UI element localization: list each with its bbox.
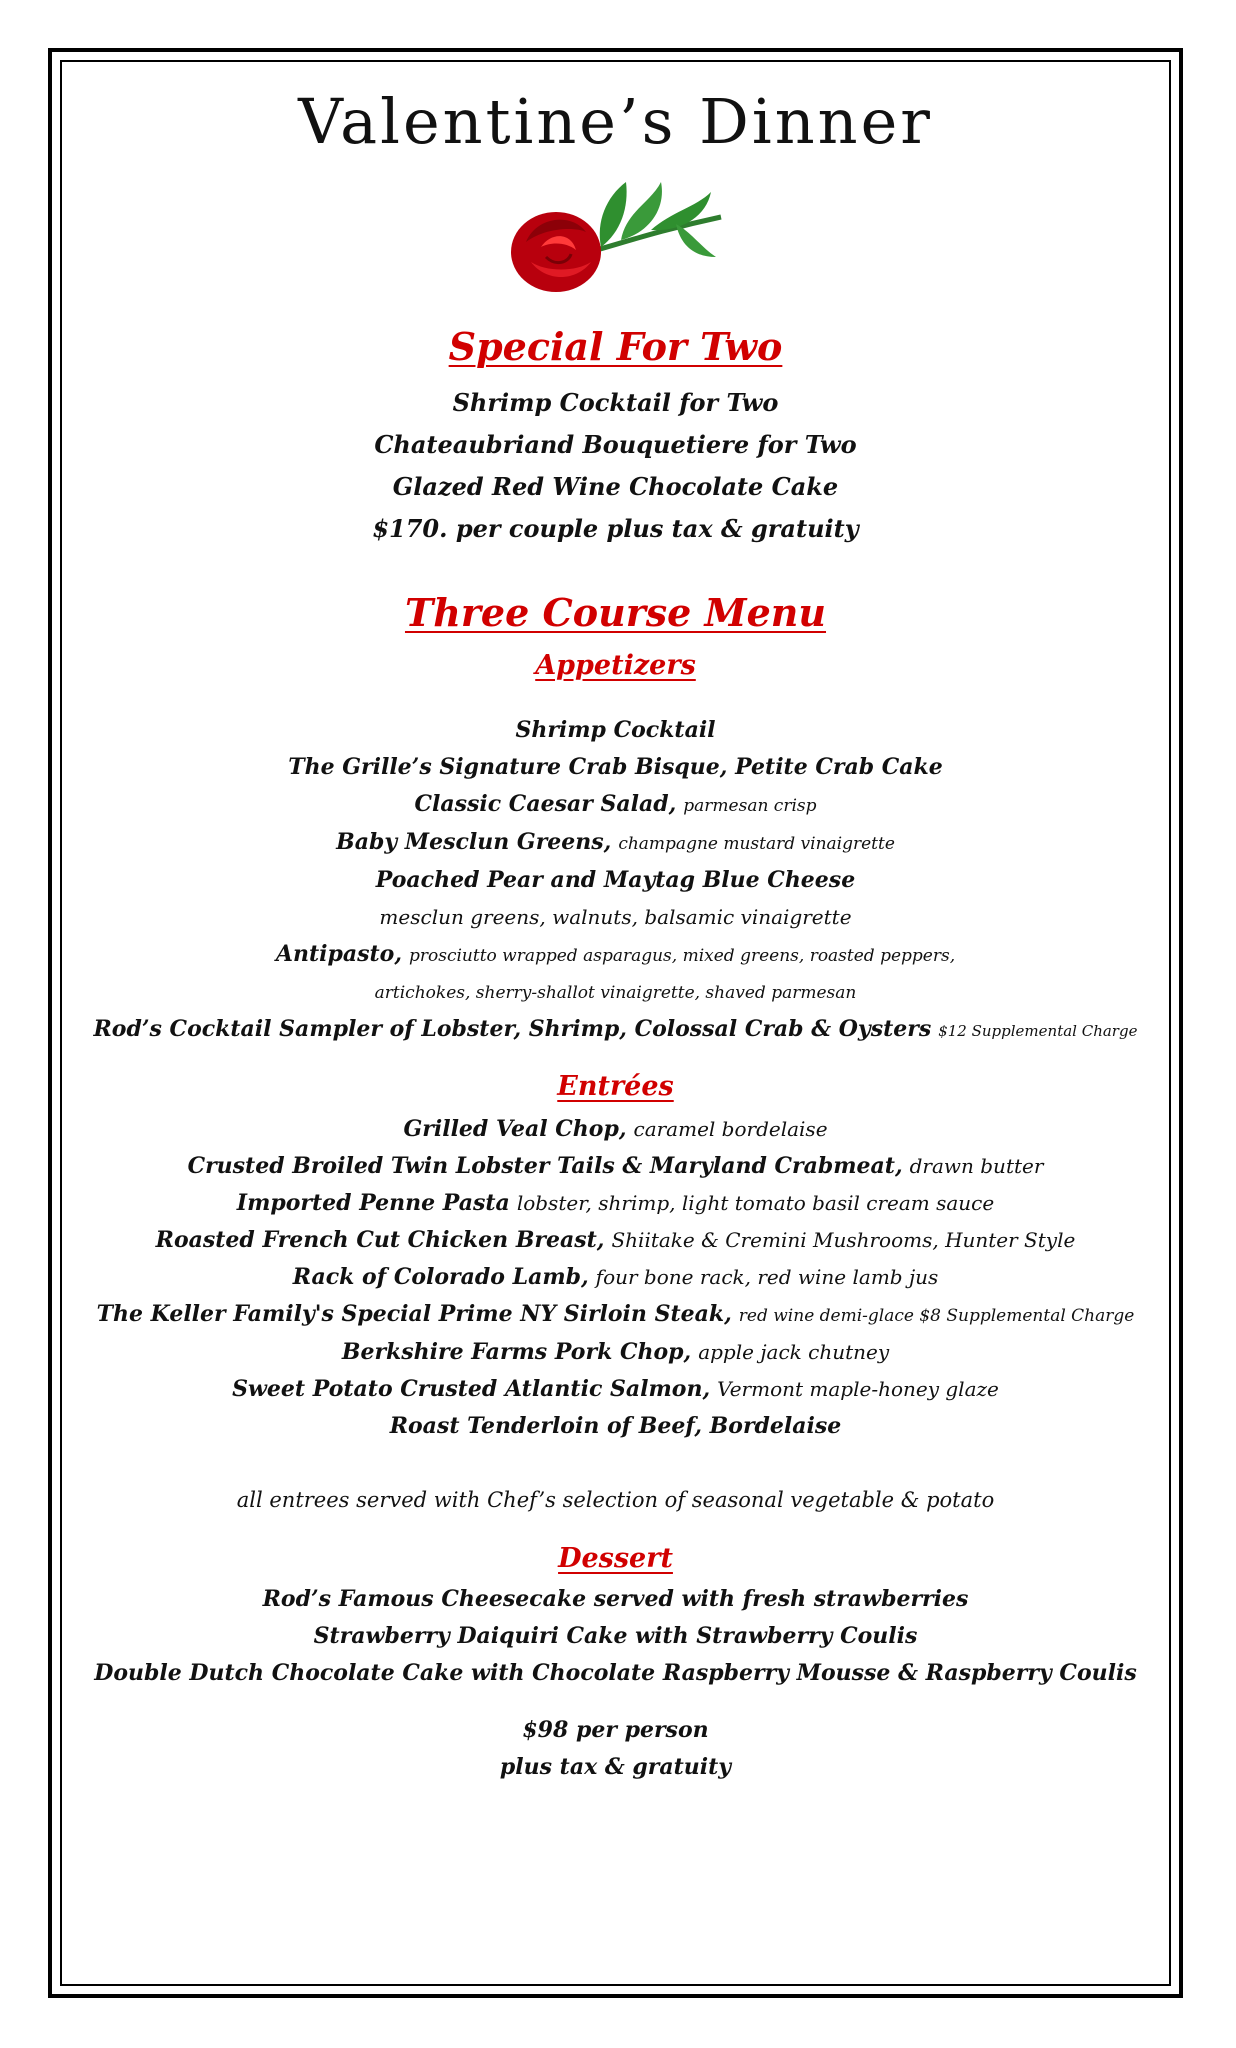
menu-item: The Grille’s Signature Crab Bisque, Petite Crab Cake [288, 754, 943, 780]
menu-item: Roasted French Cut Chicken Breast, Shiitake & Cremini Mushrooms, Hunter Style [155, 1227, 1076, 1253]
dessert-heading: Dessert [558, 1543, 673, 1574]
three-course-heading: Three Course Menu [404, 590, 827, 635]
menu-item: Rack of Colorado Lamb, four bone rack, red wine lamb jus [292, 1264, 939, 1290]
menu-item-desc: mesclun greens, walnuts, balsamic vinaigrette [379, 905, 852, 929]
menu-item: Roast Tenderloin of Beef, Bordelaise [389, 1413, 842, 1439]
special-heading: Special For Two [448, 324, 783, 369]
menu-item: Antipasto, prosciutto wrapped asparagus, mixed greens, roasted peppers, [275, 941, 956, 967]
menu-item: Sweet Potato Crusted Atlantic Salmon, Vermont maple-honey glaze [232, 1376, 999, 1402]
page-title: Valentine’s Dinner [298, 85, 933, 158]
menu-item: Berkshire Farms Pork Chop, apple jack chutney [341, 1339, 890, 1365]
special-item: Chateaubriand Bouquetiere for Two [374, 430, 857, 459]
menu-item: Baby Mesclun Greens, champagne mustard vinaigrette [336, 829, 895, 855]
special-item: Shrimp Cocktail for Two [452, 388, 779, 417]
menu-content [70, 70, 1161, 1786]
price-tax-note: plus tax & gratuity [499, 1754, 732, 1780]
dessert-item: Rod’s Famous Cheesecake served with fresh strawberries [262, 1586, 969, 1612]
special-item: Glazed Red Wine Chocolate Cake [392, 472, 839, 501]
menu-item: Classic Caesar Salad, parmesan crisp [414, 791, 817, 817]
menu-item: Poached Pear and Maytag Blue Cheese [375, 867, 856, 893]
menu-item: Grilled Veal Chop, caramel bordelaise [403, 1116, 828, 1142]
entrees-heading: Entrées [557, 1071, 674, 1102]
menu-item: Shrimp Cocktail [515, 717, 716, 743]
menu-item: Rod’s Cocktail Sampler of Lobster, Shrimp, Colossal Crab & Oysters $12 Supplemental Charge [93, 1016, 1138, 1042]
menu-item-desc: artichokes, sherry-shallot vinaigrette, shaved parmesan [374, 983, 857, 1003]
dessert-item: Strawberry Daiquiri Cake with Strawberry Coulis [313, 1623, 918, 1649]
menu-item: Imported Penne Pasta lobster, shrimp, light tomato basil cream sauce [236, 1190, 995, 1216]
menu-item: Crusted Broiled Twin Lobster Tails & Maryland Crabmeat, drawn butter [187, 1153, 1044, 1179]
menu-item: The Keller Family's Special Prime NY Sirloin Steak, red wine demi-glace $8 Supplemental Charge [96, 1301, 1135, 1327]
dessert-item: Double Dutch Chocolate Cake with Chocolate Raspberry Mousse & Raspberry Coulis [94, 1660, 1137, 1686]
special-price: $170. per couple plus tax & gratuity [372, 514, 859, 543]
price-per-person: $98 per person [522, 1717, 709, 1743]
appetizers-heading: Appetizers [535, 650, 696, 681]
entrees-note: all entrees served with Chef’s selection of seasonal vegetable & potato [236, 1488, 995, 1512]
red-rose-icon [501, 162, 731, 312]
